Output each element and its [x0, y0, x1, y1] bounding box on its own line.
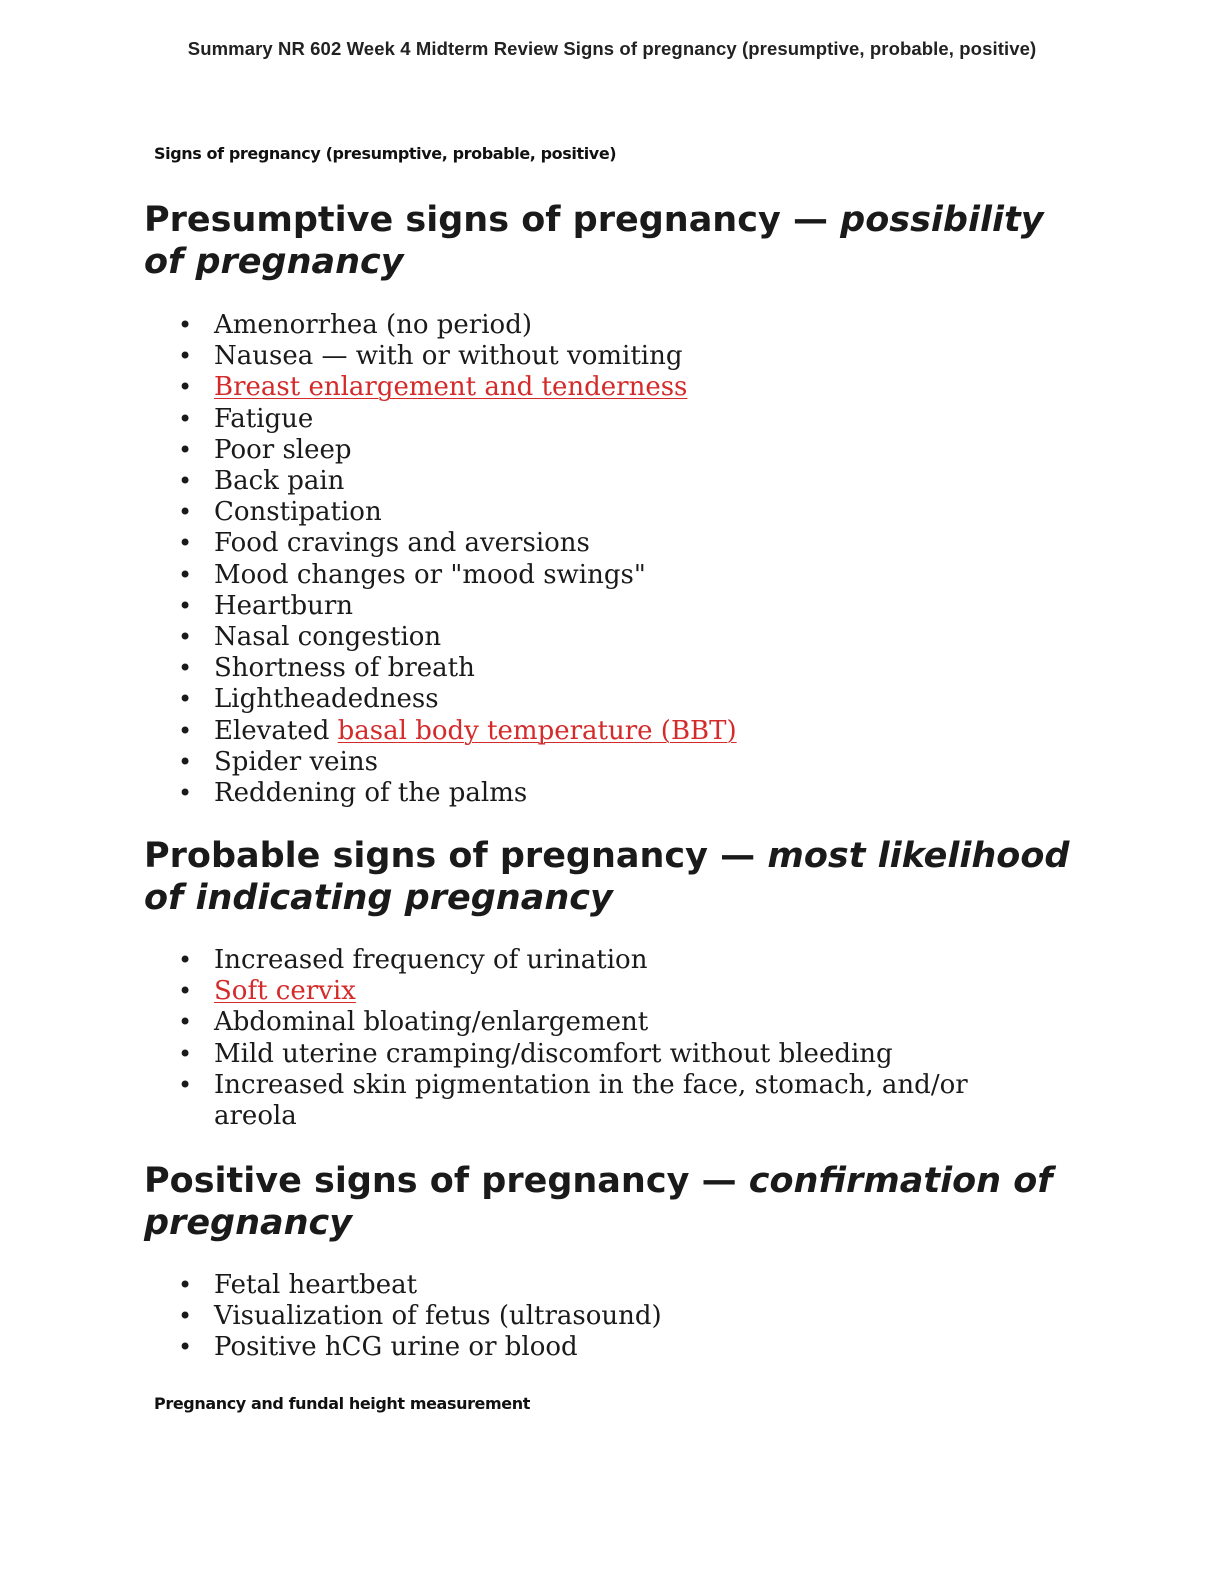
- list-item: • Positive hCG urine or blood: [178, 1332, 1008, 1363]
- presumptive-heading: [144, 199, 1094, 283]
- list-item: • Increased frequency of urination: [178, 945, 1008, 976]
- list-item: • Nasal congestion: [178, 622, 1008, 653]
- list-item: [178, 372, 1008, 403]
- document-header: Summary NR 602 Week 4 Midterm Review Signs of pregnancy (presumptive, probable, positive): [187, 38, 1037, 59]
- probable-heading: [144, 835, 1094, 919]
- positive-heading-emphasis: confirmation of pregnancy: [144, 1161, 1053, 1243]
- list-item: • Nausea — with or without vomiting: [178, 341, 1008, 372]
- list-item: • Lightheadedness: [178, 684, 1008, 715]
- positive-sign-list: [178, 1270, 1008, 1364]
- breast-enlargement-link[interactable]: Breast enlargement and tenderness: [214, 372, 688, 403]
- soft-cervix-link[interactable]: Soft cervix: [214, 976, 356, 1007]
- presumptive-heading-main: Presumptive signs of pregnancy —: [144, 200, 841, 240]
- list-item: • Fatigue: [178, 404, 1008, 435]
- list-item: • Abdominal bloating/enlargement: [178, 1007, 1008, 1038]
- presumptive-sign-list: [178, 310, 1008, 809]
- list-item: • Heartburn: [178, 591, 1008, 622]
- list-item: • Mild uterine cramping/discomfort without bleeding: [178, 1039, 1008, 1070]
- list-item: [178, 976, 1008, 1007]
- list-item: • Mood changes or "mood swings": [178, 560, 1008, 591]
- bbt-prefix: Elevated: [214, 715, 338, 746]
- list-item: • Poor sleep: [178, 435, 1008, 466]
- basal-body-temperature-link[interactable]: basal body temperature (BBT): [337, 715, 737, 746]
- list-item: • Amenorrhea (no period): [178, 310, 1008, 341]
- list-item: • Increased skin pigmentation in the face, stomach, and/or areola: [178, 1070, 1008, 1132]
- list-item: • Shortness of breath: [178, 653, 1008, 684]
- list-item: [178, 716, 1008, 747]
- list-item: • Back pain: [178, 466, 1008, 497]
- positive-heading: [144, 1160, 1094, 1244]
- presumptive-heading-emphasis: possibility of pregnancy: [144, 200, 1044, 282]
- probable-heading-emphasis: most likelihood of indicating pregnancy: [144, 836, 1070, 918]
- list-item: • Spider veins: [178, 747, 1008, 778]
- probable-sign-list: [178, 945, 1008, 1132]
- list-item: • Visualization of fetus (ultrasound): [178, 1301, 1008, 1332]
- fundal-height-heading: Pregnancy and fundal height measurement: [154, 1394, 530, 1413]
- probable-heading-main: Probable signs of pregnancy —: [144, 836, 768, 876]
- list-item: • Food cravings and aversions: [178, 528, 1008, 559]
- list-item: • Reddening of the palms: [178, 778, 1008, 809]
- list-item: • Constipation: [178, 497, 1008, 528]
- document-subtitle: Signs of pregnancy (presumptive, probable, positive): [154, 144, 617, 163]
- positive-heading-main: Positive signs of pregnancy —: [144, 1161, 749, 1201]
- list-item: • Fetal heartbeat: [178, 1270, 1008, 1301]
